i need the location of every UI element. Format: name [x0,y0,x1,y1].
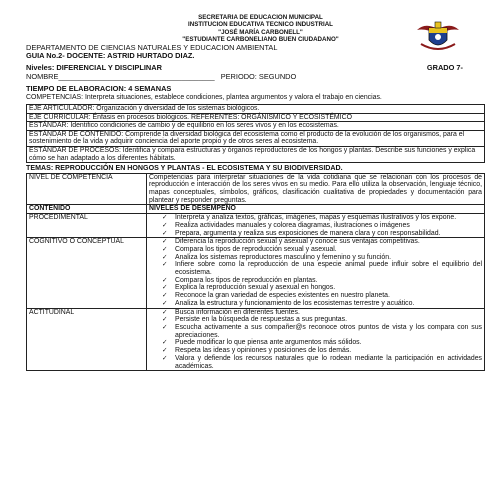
table-row [27,214,485,238]
item-text: Puede modificar lo que piensa ante argumentos más sólidos. [175,339,362,347]
item-text: Realiza actividades manuales y colorea diagramas, ilustraciones o imágenes [175,221,410,229]
list-item [149,214,482,222]
list-item [149,238,482,246]
check-icon: ✓ [162,276,168,284]
niveles-header: NIVELES DE DESEMPEÑO [147,205,485,214]
item-text: Busca información en diferentes fuentes. [175,308,300,316]
department-line: DEPARTAMENTO DE CIENCIAS NATURALES Y EDUCACION AMBIENTAL [26,42,278,52]
performance-list [149,238,482,307]
list-item [149,292,482,300]
estandar-procesos: ESTÁNDAR DE PROCESOS: Identifica y compara estructuras y órganos reproductores de los hongos y plantas. Describe sus funciones y explica cómo se han adaptado a los diferentes hábitats. [29,147,476,162]
check-icon: ✓ [162,292,168,300]
tiempo-line: TIEMPO DE ELABORACION: 4 SEMANAS [26,84,172,94]
list-item [149,324,482,339]
check-icon: ✓ [162,261,168,269]
grado-text: GRADO 7- [426,63,463,73]
table-header-row [27,205,485,214]
header-line: "ESTUDIANTE CARBONELIANO BUEN CIUDADANO" [182,36,339,44]
check-icon: ✓ [162,316,168,324]
item-text: Persiste en la búsqueda de respuestas a sus preguntas. [175,316,347,324]
table-row [27,238,485,308]
list-item [149,222,482,230]
performance-list [149,214,482,237]
niveles-text: Niveles: DIFERENCIAL Y DISCIPLINAR [26,63,162,73]
row-label: PROCEDIMENTAL [27,214,147,238]
nivel-row [27,173,485,205]
row-label: COGNITIVO O CONCEPTUAL [27,238,147,308]
item-text: Interpreta y analiza textos, gráficas, imágenes, mapas y esquemas ilustrativos y los expone. [175,214,457,222]
item-text: Compara los tipos de reproducción sexual y asexual. [175,245,337,253]
item-text: Compara los tipos de reproducción en plantas. [175,276,318,284]
list-item [149,230,482,238]
header-line: INSTITUCION EDUCATIVA TECNICO INDUSTRIAL [188,21,333,29]
list-item [149,246,482,254]
check-icon: ✓ [162,245,168,253]
list-item [149,254,482,262]
list-item [149,339,482,347]
estandar: ESTÁNDAR: Identifico condiciones de cambio y de equilibrio en los seres vivos y en los ecosistemas. [27,122,484,131]
item-text: Diferencia la reproducción sexual y asexual y conoce sus ventajas competitivas. [175,238,420,246]
header-line: "JOSÉ MARÍA CARBONELL" [218,28,303,36]
eje-articulador: EJE ARTICULADOR: Organización y diversidad de los sistemas biológicos. [27,105,484,114]
row-items [147,308,485,371]
nivel-label: NIVEL DE COMPETENCIA [27,173,147,205]
item-text: Prepara, argumenta y realiza sus exposiciones de manera clara y con responsabilidad. [175,229,441,237]
check-icon: ✓ [162,354,168,362]
item-text: Infiere sobre como la reproducción de una especie animal puede influir sobre el equilibrio del ecosistema. [175,261,482,277]
row-items [147,214,485,238]
item-text: Analiza los sistemas reproductores masculino y femenino y su función. [175,253,392,261]
list-item [149,355,482,370]
periodo-text: PERIODO: SEGUNDO [220,71,297,81]
check-icon: ✓ [162,229,168,237]
row-items [147,238,485,308]
check-icon: ✓ [162,284,168,292]
item-text: Respeta las ideas y opiniones y posiciones de los demás. [175,347,352,355]
check-icon: ✓ [162,339,168,347]
estandar-contenido: ESTÁNDAR DE CONTENIDO: Comprende la diversidad biológica del ecosistema como el producto de la evolución de los organismos, para el sostenimiento de la vida y adquirir conciencia del aporte propio y de otros seres al ecosistema. [27,131,484,147]
check-icon: ✓ [162,323,168,331]
item-text: Escucha activamente a sus compañer@s reconoce otros puntos de vista y los compara con sus apreciaciones. [175,323,482,339]
check-icon: ✓ [162,214,168,222]
nivel-text: Competencias para interpretar situaciones de la vida cotidiana que se relacionan con los procesos de reproducción e interacción de los seres vivos en su medio. Para ello utiliza la observación, lenguaje técnico, mapas conceptuales, símbolos, gráficos, clasificación cualitativa de propiedades y documentación para plantear y responder preguntas. [147,173,485,205]
list-item [149,261,482,276]
nombre-field[interactable]: NOMBRE______________________________________ [26,71,215,81]
check-icon: ✓ [162,238,168,246]
list-item [149,277,482,285]
standards-box [26,104,485,163]
check-icon: ✓ [162,347,168,355]
item-text: Explica la reproducción sexual y asexual en hongos. [175,284,336,292]
list-item [149,347,482,355]
check-icon: ✓ [162,221,168,229]
eje-curricular: EJE CURRICULAR: Énfasis en procesos biológicos. REFERENTES: ORGÁNISMICO Y ECOSISTÉMICO [27,114,484,123]
tema-heading: TEMAS: REPRODUCCIÓN EN HONGOS Y PLANTAS - EL ECOSISTEMA Y SU BIODIVERSIDAD. [26,164,343,173]
header-line: SECRETARIA DE EDUCACION MUNICIPAL [198,14,323,21]
nombre-row [26,73,485,81]
item-text: Valora y defiende los recursos naturales que lo rodean mediante la participación en actividades académicas. [175,354,482,370]
item-text: Reconoce la gran variedad de especies existentes en nuestro planeta. [175,292,390,300]
list-item [149,316,482,324]
row-label: ACTITUDINAL [27,308,147,371]
list-item [149,309,482,317]
performance-table [26,173,485,372]
table-row [27,308,485,371]
item-text: Analiza la estructura y funcionamiento de los ecosistemas terrestre y acuático. [175,299,415,307]
check-icon: ✓ [162,299,168,307]
contenido-header: CONTENIDO [27,205,147,214]
competencias-line: COMPETENCIAS: Interpreta situaciones, establece condiciones, plantea argumentos y valora el trabajo en ciencias. [26,93,382,101]
performance-list [149,309,482,371]
check-icon: ✓ [162,253,168,261]
school-emblem-icon [415,16,461,56]
guide-line: GUIA No.2- DOCENTE: ASTRID HURTADO DIAZ. [26,51,195,61]
list-item [149,284,482,292]
check-icon: ✓ [162,308,168,316]
list-item [149,300,482,308]
